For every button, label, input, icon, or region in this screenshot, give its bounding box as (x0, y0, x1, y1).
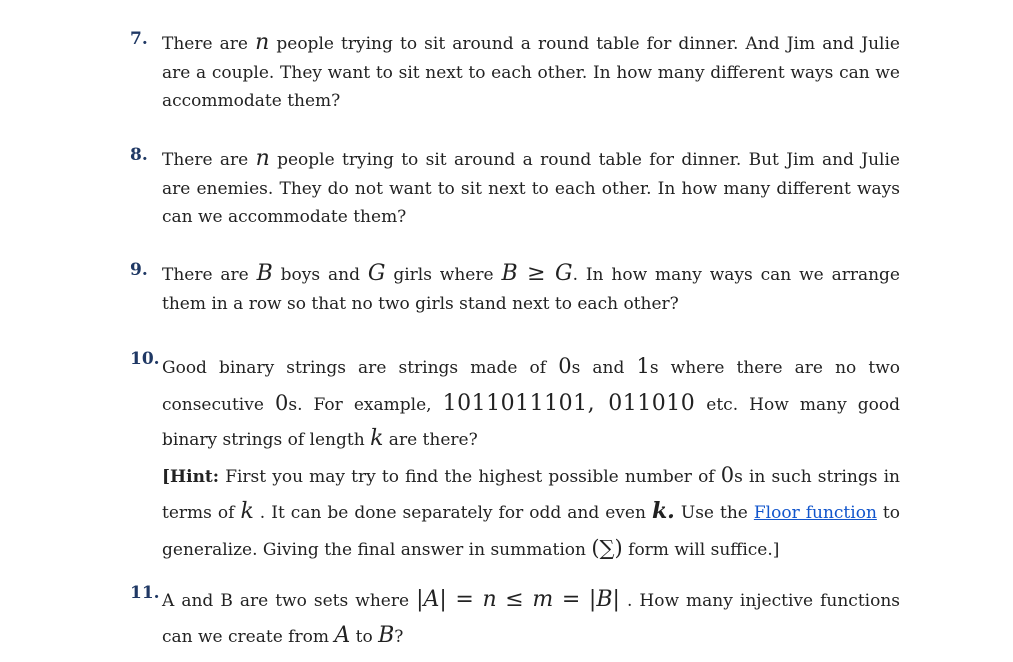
math-var-k: k. (651, 498, 675, 524)
math-var-k: k (370, 426, 384, 451)
problem-7 (130, 29, 900, 116)
math-var-B: B (378, 622, 395, 648)
summation-symbol: (∑) (591, 535, 623, 560)
math-zero: 0 (558, 354, 572, 378)
math-var-G: G (367, 261, 386, 286)
math-inequality: B ≥ G (501, 261, 573, 286)
problem-number: 9. (130, 260, 148, 280)
hint-text: [Hint: First you may try to find the highest possible number of 0s in such strings in terms of k . It can be done separately for odd and even k. Use the Floor function to generalize. Giving the final answer in summation (∑) form will suffice.] (162, 462, 900, 560)
problem-9 (130, 260, 900, 318)
problem-text: There are B boys and G girls where B ≥ G. In how many ways can we arrange them in a row so that no two girls stand next to each other? (162, 261, 900, 314)
math-var-k: k (240, 499, 254, 524)
hint-label: [Hint: (162, 466, 220, 487)
problem-10 (130, 349, 900, 567)
problem-number: 7. (130, 29, 148, 49)
problem-number: 8. (130, 145, 148, 165)
math-var-A: A (334, 622, 351, 648)
math-var-B: B (256, 261, 273, 286)
problem-text: A and B are two sets where |A| = n ≤ m = |B| . How many injective functions can we create from A to B? (162, 587, 901, 648)
math-zero: 0 (720, 462, 735, 487)
math-var-n: n (255, 30, 270, 55)
problem-number: 10. (130, 349, 160, 369)
problem-text: Good binary strings are strings made of 0s and 1s where there are no two consecutive 0s. For example, 1011011101, 011010 etc. How many good binary strings of length k are there? (162, 354, 900, 451)
math-formula: |A| = n ≤ m = |B| (416, 587, 620, 612)
problem-number: 11. (130, 583, 160, 603)
math-var-n: n (255, 146, 270, 171)
problem-11 (130, 583, 900, 654)
example-strings: 1011011101, 011010 (442, 390, 696, 416)
math-one: 1 (636, 354, 650, 378)
math-zero: 0 (274, 390, 289, 415)
problem-text: There are n people trying to sit around a round table for dinner. But Jim and Julie are enemies. They do not want to sit next to each other. In how many different ways can we accommodate them? (162, 146, 900, 227)
problem-text: There are n people trying to sit around a round table for dinner. And Jim and Julie are a couple. They want to sit next to each other. In how many different ways can we accommodate them? (162, 30, 900, 111)
floor-function-link[interactable]: Floor function (753, 503, 877, 523)
problem-8 (130, 145, 900, 232)
